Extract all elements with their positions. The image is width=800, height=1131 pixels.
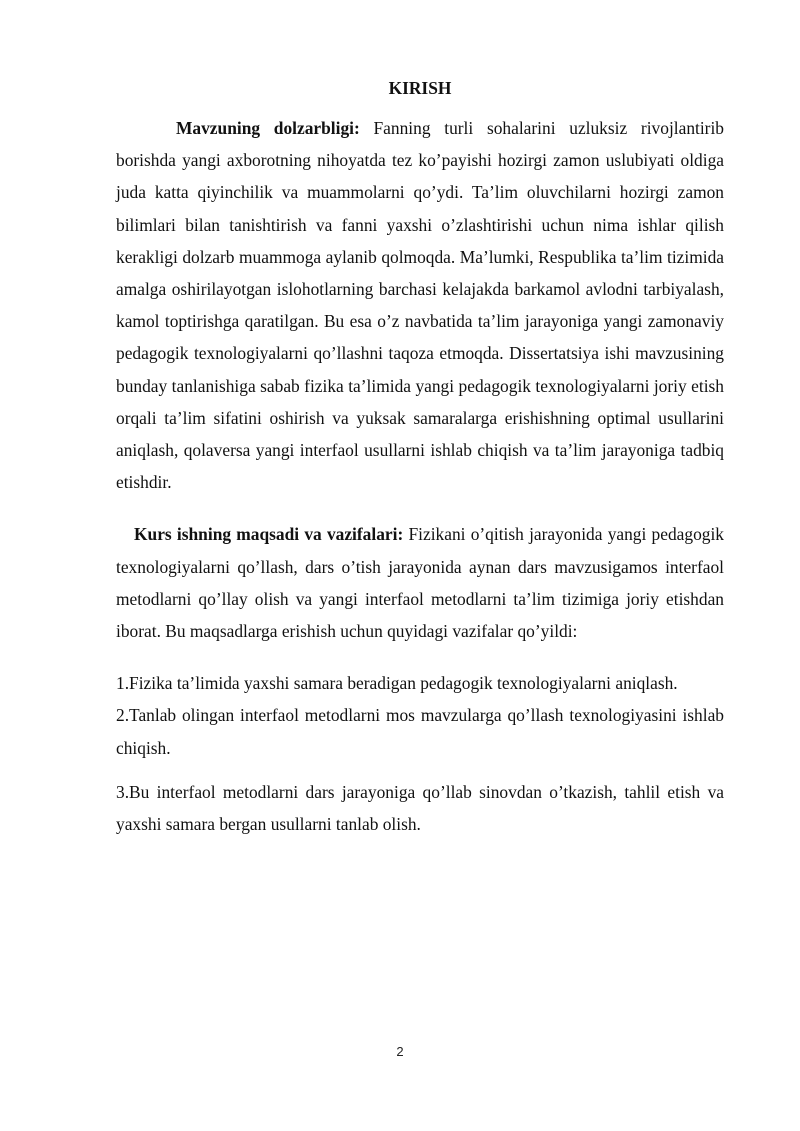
task-item-3: 3.Bu interfaol metodlarni dars jarayoniga qo’llab sinovdan o’tkazish, tahlil etish va yaxshi samara bergan usullarni tanlab olish. (116, 781, 724, 835)
goals-lead: Kurs ishning maqsadi va vazifalari: (134, 524, 404, 545)
document-page (116, 74, 724, 840)
relevance-text: Fanning turli sohalarini uzluksiz rivojlantirib borishda yangi axborotning nihoyatda tez ko’payishi hozirgi zamon uslubiyati oldiga juda katta qiyinchilik va muammolarni qo’ydi. Ta’lim oluvchilarni hozirgi zamon bilimlari bilan tanishtirish va fanni yaxshi o’zlashtirishi uchun nima ishlar qilish kerakligi dolzarb muammoga aylanib qolmoqda. Ma’lumki, Respublika ta’lim tizimida amalga oshirilayotgan islohotlarning barchasi kelajakda barkamol avlodni tarbiyalash, kamol toptirishga qaratilgan. Bu esa o’z navbatida ta’lim jarayoniga yangi zamonaviy pedagogik texnologiyalarni qo’llashni taqoza etmoqda. Dissertatsiya ishi mavzusining bunday tanlanishiga sabab fizika ta’limida yangi pedagogik texnologiyalarni joriy etish orqali ta’lim sifatini oshirish va yuksak samaralarga erishishning optimal usullarini aniqlash, qolaversa yangi interfaol usullarni ishlab chiqish va ta’lim jarayoniga tadbiq etishdir. (116, 118, 724, 493)
task-item-1: 1.Fizika ta’limida yaxshi samara beradigan pedagogik texnologiyalarni aniqlash. (116, 673, 678, 694)
section-heading: KIRISH (388, 78, 452, 98)
goals-text: Fizikani o’qitish jarayonida yangi pedagogik texnologiyalarni qo’llash, dars o’tish jarayonida aynan dars mavzusigamos interfaol metodlarni qo’llay olish va yangi interfaol metodlarni ta’lim tizimiga joriy etishdan iborat. Bu maqsadlarga erishish uchun quyidagi vazifalar qo’yildi: (116, 524, 724, 642)
relevance-lead: Mavzuning dolzarbligi: (176, 118, 360, 138)
page-number: 2 (396, 1044, 404, 1059)
task-item-2: 2.Tanlab olingan interfaol metodlarni mos mavzularga qo’llash texnologiyasini ishlab chiqish. (116, 705, 724, 758)
relevance-paragraph (116, 112, 724, 498)
goals-paragraph (116, 518, 724, 647)
